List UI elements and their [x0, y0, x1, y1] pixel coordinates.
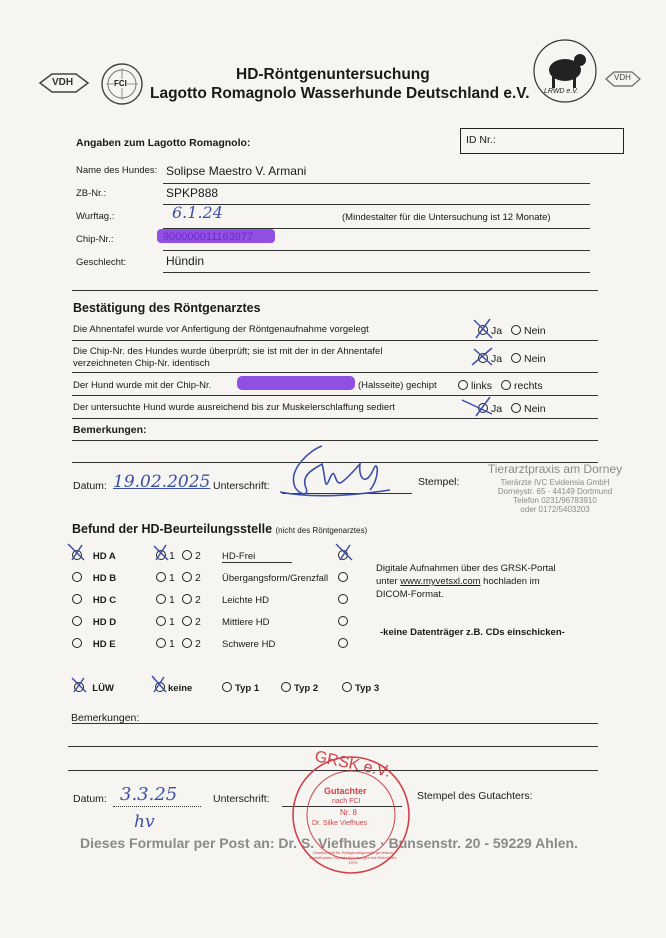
- chip-label: Chip-Nr.:: [76, 234, 114, 245]
- upload-info: [376, 562, 606, 601]
- hd-sub-option-1[interactable]: 1: [156, 550, 175, 562]
- expert-stamp-label: Stempel des Gutachters:: [417, 790, 533, 802]
- wurftag-label: Wurftag.:: [76, 211, 115, 222]
- practice-stamp-line1: Tierarztpraxis am Dorney: [487, 462, 623, 476]
- hd-grade-option[interactable]: HD A: [72, 550, 116, 562]
- vdh-logo-text: VDH: [52, 77, 74, 88]
- xray-signature-label: Unterschrift:: [213, 480, 270, 492]
- hd-grade-option[interactable]: HD D: [72, 616, 116, 628]
- sex-value[interactable]: Hündin: [166, 254, 205, 268]
- xray-signature: [270, 438, 400, 508]
- q3-chip-redaction: [237, 376, 355, 390]
- practice-stamp-line3: Dorneystr. 65 · 44149 Dortmund: [497, 487, 613, 496]
- q4-nein-label: Nein: [524, 403, 546, 415]
- q2-ja-label: Ja: [491, 353, 503, 365]
- result-date-value[interactable]: 3.3.25: [120, 784, 178, 805]
- hd-grade-option[interactable]: HD B: [72, 572, 116, 584]
- dog-section-title: Angaben zum Lagotto Romagnolo:: [76, 137, 251, 149]
- zb-label: ZB-Nr.:: [76, 188, 107, 199]
- q1-text: Die Ahnentafel wurde vor Anfertigung der Röntgenaufnahme vorgelegt: [73, 324, 369, 335]
- q4-ja-option[interactable]: [478, 403, 502, 415]
- hd-sub-option-2[interactable]: 2: [182, 550, 201, 562]
- vdh-logo-right-text: VDH: [614, 73, 631, 82]
- q2-nein-radio[interactable]: [511, 353, 521, 363]
- q2-text-line2: verzeichneten Chip-Nr. identisch: [73, 358, 210, 369]
- hd-row: [72, 614, 362, 634]
- grsk-stamp-top: GRSK e.V.: [313, 748, 392, 781]
- hd-sub-option-1[interactable]: 1: [156, 594, 175, 606]
- hd-mark-option[interactable]: [338, 638, 351, 650]
- q3-links-option[interactable]: [458, 380, 492, 392]
- result-initials: hv: [134, 812, 155, 832]
- q1-nein-label: Nein: [524, 325, 546, 337]
- q1-nein-option[interactable]: [511, 325, 546, 337]
- q3-text-prefix: Der Hund wurde mit der Chip-Nr.: [73, 380, 212, 391]
- fci-logo: [100, 62, 144, 106]
- grsk-stamp-nr: Nr. 8: [340, 808, 357, 817]
- q4-text: Der untersuchte Hund wurde ausreichend bis zur Muskelerschlaffung sediert: [73, 402, 395, 413]
- hd-mark-option[interactable]: [338, 594, 351, 606]
- q3-text-suffix: (Halsseite) gechipt: [358, 380, 437, 391]
- result-signature-label: Unterschrift:: [213, 793, 270, 805]
- result-section-title: [72, 522, 367, 536]
- hd-grade-option[interactable]: HD C: [72, 594, 116, 606]
- lrwd-logo-text: LRWD e.V.: [544, 88, 579, 95]
- hd-row: [72, 548, 362, 568]
- hd-row: [72, 636, 362, 656]
- vdh-logo-left: [38, 72, 90, 94]
- q2-text-line1: Die Chip-Nr. des Hundes wurde überprüft; sie ist mit der in der Ahnentafel: [73, 346, 383, 357]
- hd-sub-option-1[interactable]: 1: [156, 572, 175, 584]
- vdh-logo-right: [604, 70, 642, 88]
- hd-sub-option-2[interactable]: 2: [182, 616, 201, 628]
- name-label: Name des Hundes:: [76, 165, 158, 176]
- q2-ja-radio[interactable]: [478, 353, 488, 363]
- q1-nein-radio[interactable]: [511, 325, 521, 335]
- hd-grade-label: HD-Frei: [222, 551, 256, 562]
- luw-typ3-option[interactable]: Typ 3: [342, 682, 379, 694]
- q1-ja-label: Ja: [491, 325, 503, 337]
- myvetsxl-link[interactable]: www.myvetsxl.com: [400, 576, 481, 587]
- result-title-text: Befund der HD-Beurteilungsstelle: [72, 522, 273, 536]
- grsk-stamp-name: Dr. Silke Viefhues: [312, 820, 368, 827]
- q4-nein-radio[interactable]: [511, 403, 521, 413]
- hd-mark-option[interactable]: [338, 616, 351, 628]
- practice-stamp: [480, 462, 630, 514]
- q3-rechts-label: rechts: [514, 380, 543, 392]
- hd-mark-option[interactable]: [338, 550, 351, 562]
- result-title-note: (nicht des Röntgenarztes): [275, 526, 368, 535]
- q1-ja-option[interactable]: [478, 325, 502, 337]
- xray-date-value[interactable]: 19.02.2025: [113, 472, 211, 492]
- hd-sub-option-1[interactable]: 1: [156, 616, 175, 628]
- lrwd-logo: [532, 38, 598, 104]
- xray-section-title: Bestätigung des Röntgenarztes: [73, 301, 261, 315]
- upload-info-line1: Digitale Aufnahmen über des GRSK-Portal: [376, 563, 556, 574]
- q3-links-radio[interactable]: [458, 380, 468, 390]
- hd-grade-label: Leichte HD: [222, 595, 269, 606]
- q4-nein-option[interactable]: [511, 403, 546, 415]
- upload-info-line2: unter www.myvetsxl.com hochladen im: [376, 576, 540, 587]
- q3-links-label: links: [471, 380, 493, 392]
- name-value[interactable]: Solipse Maestro V. Armani: [166, 164, 307, 178]
- form-title: HD-Röntgenuntersuchung: [236, 66, 430, 83]
- hd-row: [72, 592, 362, 612]
- hd-sub-option-2[interactable]: 2: [182, 594, 201, 606]
- hd-sub-option-2[interactable]: 2: [182, 638, 201, 650]
- xray-date-label: Datum:: [73, 480, 107, 492]
- luw-typ1-option[interactable]: Typ 1: [222, 682, 259, 694]
- id-box[interactable]: [460, 128, 624, 154]
- no-media-warning: -keine Datenträger z.B. CDs einschicken-: [380, 627, 565, 638]
- min-age-note: (Mindestalter für die Untersuchung ist 12 Monate): [342, 212, 551, 223]
- hd-grade-label: Übergangsform/Grenzfall: [222, 573, 329, 584]
- q4-ja-radio[interactable]: [478, 403, 488, 413]
- hd-row: [72, 570, 362, 590]
- luw-keine-option[interactable]: keine: [155, 682, 192, 694]
- practice-stamp-line2: Tierärzte IVC Evidensia GmbH: [500, 478, 610, 487]
- practice-stamp-line5: oder 0172/5403203: [520, 505, 590, 514]
- hd-sub-option-2[interactable]: 2: [182, 572, 201, 584]
- q2-nein-option[interactable]: [511, 353, 546, 365]
- grsk-stamp: [288, 748, 414, 878]
- hd-sub-option-1[interactable]: 1: [156, 638, 175, 650]
- hd-grade-label: Mittlere HD: [222, 617, 270, 628]
- result-remarks-label: Bemerkungen:: [71, 712, 140, 724]
- upload-info-line3: DICOM-Format.: [376, 589, 444, 600]
- hd-grade-label: Schwere HD: [222, 639, 276, 650]
- xray-remarks-label: Bemerkungen:: [73, 424, 147, 436]
- sex-label: Geschlecht:: [76, 257, 127, 268]
- result-date-label: Datum:: [73, 793, 107, 805]
- q3-rechts-radio[interactable]: [501, 380, 511, 390]
- hd-grade-option[interactable]: HD E: [72, 638, 116, 650]
- q1-ja-radio[interactable]: [478, 325, 488, 335]
- fci-logo-text: FCI: [114, 79, 127, 88]
- zb-value[interactable]: SPKP888: [166, 186, 219, 200]
- q4-ja-label: Ja: [491, 403, 503, 415]
- hd-mark-option[interactable]: [338, 572, 351, 584]
- id-label: ID Nr.:: [466, 134, 496, 146]
- form-subtitle: Lagotto Romagnolo Wasserhunde Deutschland e.V.: [150, 85, 530, 102]
- wurftag-value[interactable]: 6.1.24: [172, 203, 223, 222]
- q2-nein-label: Nein: [524, 353, 546, 365]
- luw-typ2-option[interactable]: Typ 2: [281, 682, 318, 694]
- grsk-stamp-ring-text: Gesellschaft für Röntgendiagnostik genetisch beeinflusster Skeletterkrankungen bei Kleintieren 1979: [309, 850, 397, 865]
- q3-rechts-option[interactable]: [501, 380, 543, 392]
- chip-redaction: [157, 229, 275, 243]
- luw-option[interactable]: LÜW: [74, 682, 114, 694]
- xray-stamp-label: Stempel:: [418, 476, 460, 488]
- grsk-stamp-sub: nach FCI: [332, 798, 361, 805]
- q2-ja-option[interactable]: [478, 353, 502, 365]
- grsk-stamp-role: Gutachter: [324, 786, 367, 796]
- practice-stamp-line4: Telefon 0231/96783910: [513, 496, 597, 505]
- footer-address: Dieses Formular per Post an: Dr. S. Viefhues · Bunsenstr. 20 - 59229 Ahlen.: [80, 835, 578, 851]
